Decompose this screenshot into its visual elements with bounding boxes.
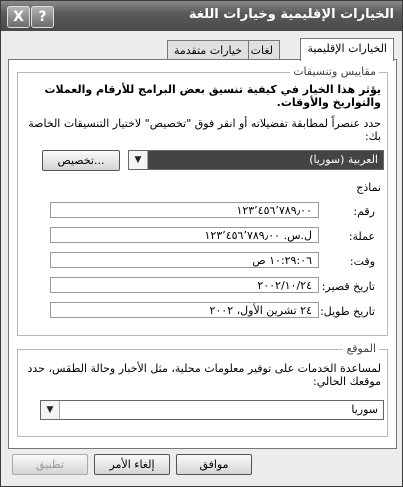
standards-description: يؤثر هذا الخيار في كيفية تنسيق بعض البرامج للأرقام والعملات والتواريخ والأوقات. (44, 83, 381, 109)
sample-number-value: ١٢٣٬٤٥٦٬٧٨٩٫٠٠ (50, 202, 319, 218)
tab-strip (9, 38, 394, 60)
cancel-button[interactable]: إلغاء الأمر (94, 454, 170, 475)
sample-long-date-value: ٢٤ تشرين الأول، ٢٠٠٢ (50, 302, 319, 318)
title-bar[interactable] (1, 1, 402, 31)
sample-number-label: رقم: (353, 205, 375, 218)
chevron-down-icon: ▼ (41, 401, 60, 419)
chevron-down-icon: ▼ (129, 151, 148, 169)
location-select[interactable] (40, 400, 384, 420)
locale-select-value: العربية (سوريا) (148, 151, 383, 169)
sample-long-date-label: تاريخ طويل: (320, 305, 375, 318)
customize-button[interactable]: تخصيص... (42, 150, 120, 171)
sample-currency-label: عملة: (348, 230, 375, 243)
locale-select[interactable] (128, 150, 384, 170)
location-description: لمساعدة الخدمات على توفير معلومات محلية، مثل الأخبار وحالة الطقس، حدد موقعك الحالي: (27, 362, 381, 388)
sample-short-date-label: تاريخ قصير: (321, 280, 375, 293)
sample-time-label: وقت: (349, 255, 375, 268)
ok-button[interactable]: موافق (176, 454, 252, 475)
standards-group-label: مقاييس وتنسيقات (290, 65, 379, 78)
tab-panel (8, 59, 397, 449)
standards-group (17, 65, 388, 336)
close-icon: X (13, 9, 24, 25)
tab-advanced[interactable]: خيارات متقدمة (167, 40, 249, 60)
sample-currency-value: ل.س.‏ ١٢٣٬٤٥٦٬٧٨٩٫٠٠ (50, 227, 319, 243)
window-title: الخيارات الإقليمية وخيارات اللغة (188, 7, 394, 22)
close-button[interactable] (7, 6, 30, 28)
sample-time-value: ١٠:٢٩:٠٦ ص (50, 252, 319, 268)
location-group-label: الموقع (343, 342, 379, 355)
help-icon: ? (38, 9, 47, 25)
samples-label: نماذج (356, 181, 381, 194)
apply-button[interactable]: تطبيق (12, 454, 88, 475)
sample-short-date-value: ٢٠٠٢/١٠/٢٤ (50, 277, 319, 293)
tab-languages[interactable]: لغات (244, 40, 280, 60)
tab-regional-options[interactable]: الخيارات الإقليمية (300, 38, 394, 61)
help-button[interactable] (31, 6, 54, 28)
location-select-value: سوريا (351, 403, 378, 416)
location-group (17, 342, 388, 437)
standards-instruction: حدد عنصراً لمطابقة تفضيلاته أو انقر فوق "تخصيص" لاختيار التنسيقات الخاصة بك: (28, 117, 381, 143)
